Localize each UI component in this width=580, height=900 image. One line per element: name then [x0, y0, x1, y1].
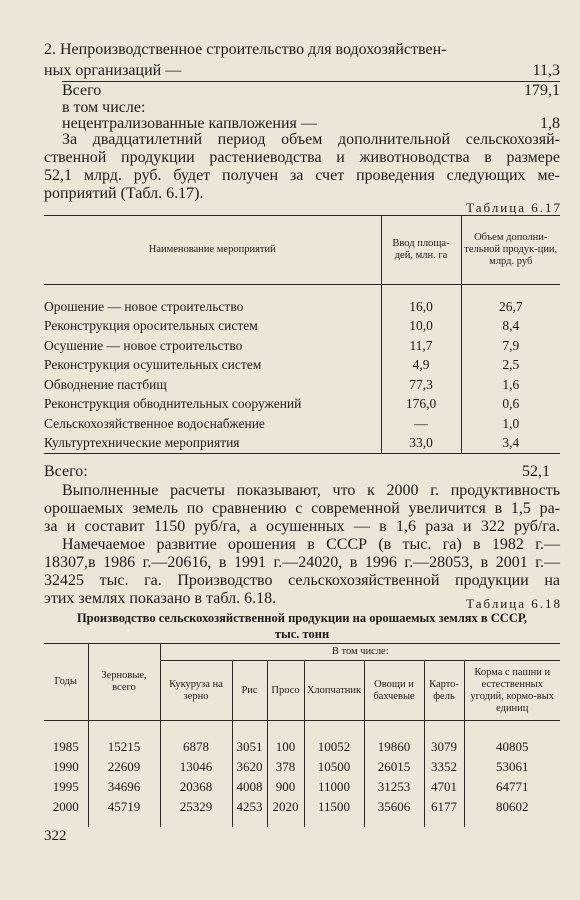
- t617-area: 4,9: [381, 356, 461, 376]
- incl-label: в том числе:: [62, 99, 146, 116]
- t618-cell: 10500: [304, 757, 364, 777]
- table-row: [44, 777, 560, 797]
- t618-year: 1985: [44, 721, 88, 758]
- t618-cell: 11000: [304, 777, 364, 797]
- t618-cell: 3352: [424, 757, 464, 777]
- t617-area: 77,3: [381, 375, 461, 395]
- t618-cell: 53061: [464, 757, 560, 777]
- t618-year: 1995: [44, 777, 88, 797]
- table618-caption: Таблица 6.18: [466, 596, 562, 611]
- t618-cell: 3620: [232, 757, 267, 777]
- table-row: [44, 375, 560, 395]
- para1-line: За двадцатилетний период объем дополнительной сельскохозяй-: [62, 131, 560, 148]
- page-number: 322: [44, 828, 67, 844]
- table618-title: [44, 610, 560, 642]
- table-row: [44, 395, 560, 415]
- t618-cell: 900: [267, 777, 304, 797]
- t618-cell: 25329: [160, 797, 232, 827]
- t617-measure: Культуртехнические мероприятия: [44, 434, 381, 454]
- decentr-label: нецентрализованные капвложения —: [62, 115, 317, 132]
- para2-line: Намечаемое развитие орошения в СССР (в тыс. га) в 1982 г.—: [62, 536, 560, 553]
- t618-cell: 64771: [464, 777, 560, 797]
- t618-cell: 26015: [364, 757, 424, 777]
- t618-header-vegetables: Овощи и бахчевые: [364, 661, 424, 721]
- t618-header-fodder: Корма с пашни и естественных угодий, кормо-вых единиц: [464, 661, 560, 721]
- total-label: Всего: [62, 82, 102, 99]
- table-row: [44, 356, 560, 376]
- t618-cell: 100: [267, 721, 304, 758]
- t618-cell: 378: [267, 757, 304, 777]
- table-617: [44, 215, 560, 454]
- t617-measure: Обводнение пастбищ: [44, 376, 167, 392]
- table-618: [44, 643, 560, 827]
- t618-cell: 6878: [160, 721, 232, 758]
- t618-header-rice: Рис: [232, 661, 267, 721]
- t617-area: 10,0: [381, 317, 461, 337]
- t618-cell: 11500: [304, 797, 364, 827]
- t617-volume: 2,5: [461, 356, 560, 376]
- t618-cell: 15215: [88, 721, 160, 758]
- t618-cell: 4253: [232, 797, 267, 827]
- t617-measure: Реконструкция осушительных систем: [44, 357, 262, 373]
- t617-header-volume: Объем дополни-тельной продук-ции, млрд. руб: [461, 216, 560, 285]
- t617-volume: 1,0: [461, 414, 560, 434]
- table617-caption: Таблица 6.17: [466, 200, 562, 215]
- t617-volume: 26,7: [461, 285, 560, 317]
- item2-line1: 2. Непроизводственное строительство для водохозяйствен-: [44, 41, 447, 58]
- t617-measure: Осушение — новое строительство: [44, 337, 243, 353]
- item2-line2: [44, 61, 560, 80]
- t618-cell: 3051: [232, 721, 267, 758]
- table-row: [44, 285, 560, 317]
- decentr-value: 1,8: [540, 115, 560, 132]
- t618-header-grain: Зерновые, всего: [88, 644, 160, 721]
- t618-cell: 10052: [304, 721, 364, 758]
- t618-cell: 4008: [232, 777, 267, 797]
- t618-cell: 45719: [88, 797, 160, 827]
- t618-header-potato: Карто-фель: [424, 661, 464, 721]
- t617-volume: 3,4: [461, 434, 560, 454]
- t617-area: 176,0: [381, 395, 461, 415]
- t617-volume: 0,6: [461, 395, 560, 415]
- t618-cell: 13046: [160, 757, 232, 777]
- t617-total-value: 52,1: [522, 463, 550, 480]
- para2-line: Выполненные расчеты показывают, что к 2000 г. продуктивность: [62, 482, 560, 499]
- t618-header-years: Годы: [44, 644, 88, 721]
- table618-title-line1: Производство сельскохозяйственной продукции на орошаемых землях в СССР,: [76, 611, 528, 625]
- para2-line: 32425 тыс. га. Производство сельскохозяйственной продукции на: [44, 572, 560, 589]
- t617-area: 16,0: [381, 285, 461, 317]
- t618-cell: 4701: [424, 777, 464, 797]
- t618-cell: 31253: [364, 777, 424, 797]
- item2-value: 11,3: [532, 62, 560, 79]
- t618-cell: 80602: [464, 797, 560, 827]
- para2-line: 18307,в 1986 г.—20616, в 1991 г.—24020, в 1996 г.—28053, в 2001 г.—: [44, 554, 560, 571]
- t617-measure: Сельскохозяйственное водоснабжение: [44, 415, 265, 431]
- t618-cell: 22609: [88, 757, 160, 777]
- t617-measure: Реконструкция обводнительных сооружений: [44, 396, 302, 412]
- t618-cell: 19860: [364, 721, 424, 758]
- para1-line: ственной продукции растениеводства и животноводства в размере: [44, 149, 560, 166]
- t617-volume: 8,4: [461, 317, 560, 337]
- t617-measure: Орошение — новое строительство: [44, 298, 244, 314]
- t617-volume: 1,6: [461, 375, 560, 395]
- table-row: [44, 317, 560, 337]
- t617-header-area: Ввод площа-дей, млн. га: [381, 216, 461, 285]
- t618-cell: 20368: [160, 777, 232, 797]
- t617-volume: 7,9: [461, 336, 560, 356]
- t618-year: 1990: [44, 757, 88, 777]
- table-row: [44, 797, 560, 827]
- table618-title-line2: тыс. тонн: [274, 627, 330, 641]
- t618-cell: 34696: [88, 777, 160, 797]
- t618-header-corn: Кукуруза на зерно: [160, 661, 232, 721]
- t618-header-cotton: Хлопчатник: [304, 661, 364, 721]
- t617-header-measures: Наименование мероприятий: [44, 216, 381, 285]
- t617-area: —: [381, 414, 461, 434]
- t618-group-header: В том числе:: [160, 644, 560, 661]
- para2-line: этих землях показано в табл. 6.18.: [44, 590, 277, 607]
- t618-year: 2000: [44, 797, 88, 827]
- t618-cell: 35606: [364, 797, 424, 827]
- t617-measure: Реконструкция оросительных систем: [44, 318, 258, 334]
- table-row: [44, 336, 560, 356]
- table-row: [44, 757, 560, 777]
- t618-cell: 6177: [424, 797, 464, 827]
- t617-total-line: [44, 462, 560, 481]
- para2-line: орошаемых земель по сравнению с современной увеличится в 1,5 ра-: [44, 500, 560, 517]
- para1-line: роприятий (Табл. 6.17).: [44, 185, 204, 202]
- item2-label: ных организаций —: [44, 62, 182, 79]
- total-value: 179,1: [524, 82, 560, 99]
- para2-line: за и составит 1150 руб/га, а осушенных — в 1,6 раза и 322 руб/га.: [44, 518, 560, 535]
- table-row: [44, 434, 560, 454]
- t617-total-label: Всего:: [44, 463, 88, 480]
- table-row: [44, 414, 560, 434]
- t617-area: 33,0: [381, 434, 461, 454]
- t618-cell: 3079: [424, 721, 464, 758]
- t618-cell: 2020: [267, 797, 304, 827]
- t618-cell: 40805: [464, 721, 560, 758]
- t618-header-millet: Просо: [267, 661, 304, 721]
- t617-area: 11,7: [381, 336, 461, 356]
- table-row: [44, 721, 560, 758]
- para1-line: 52,1 млрд. руб. будет получен за счет проведения следующих ме-: [44, 167, 560, 184]
